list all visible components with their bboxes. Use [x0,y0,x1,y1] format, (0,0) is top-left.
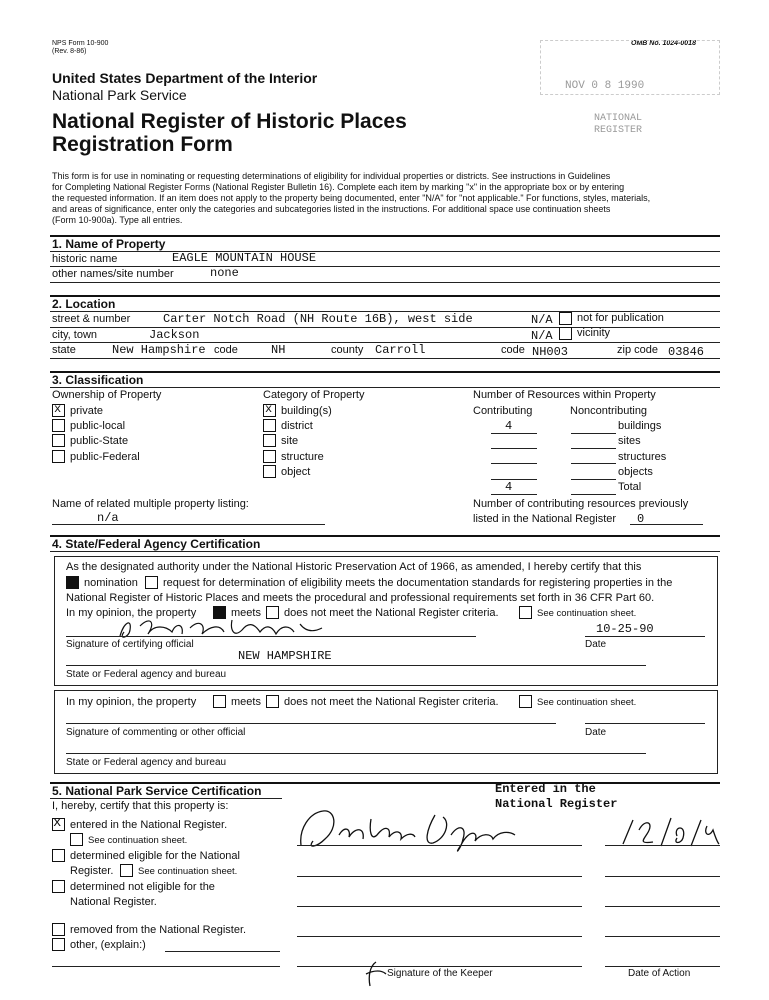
commenting-label: Signature of commenting or other official [66,727,246,738]
not-for-publication-label: not for publication [577,312,664,324]
date-line [605,845,720,846]
state-code-value[interactable]: NH [271,343,286,357]
request-checkbox[interactable] [145,576,158,589]
other-checkbox[interactable] [52,938,65,951]
section4-heading: 4. State/Federal Agency Certification [52,537,261,551]
date-line [605,876,720,877]
divider [50,282,720,283]
entry-line [52,966,280,967]
section2-heading: 2. Location [52,297,116,311]
vicinity-checkbox[interactable] [559,327,572,340]
entry-line [491,448,537,449]
check-mark: x [265,402,273,416]
entry-line [571,479,616,480]
opinion-continuation-label: See continuation sheet. [537,697,637,708]
city-value[interactable]: Jackson [149,328,200,342]
entry-line [491,463,537,464]
continuation-label: See continuation sheet. [537,608,637,619]
ownership-private-checkbox[interactable] [52,404,65,417]
ownership-public-local-checkbox[interactable] [52,419,65,432]
section5-heading: 5. National Park Service Certification [52,784,262,798]
form-title-line2: Registration Form [52,133,233,156]
nomination-checkbox[interactable] [66,576,79,589]
entry-line [571,463,616,464]
divider [50,251,720,252]
noncontributing-label: Noncontributing [570,405,648,417]
signature-line [297,966,582,967]
opinion-does-not-meet-label: does not meet the National Register criteria. [284,696,499,708]
category-building-checkbox[interactable] [263,404,276,417]
category-option: object [281,466,311,478]
section3-heading: 3. Classification [52,373,144,387]
entered-stamp-line2: National Register [495,797,618,811]
eligible-continuation-checkbox[interactable] [120,864,133,877]
divider [50,266,720,267]
related-listing-value[interactable]: n/a [97,511,119,525]
zip-label: zip code [617,344,658,356]
contributing-label: Contributing [473,405,533,417]
category-structure-checkbox[interactable] [263,450,276,463]
ownership-public-state-checkbox[interactable] [52,434,65,447]
contributing-buildings[interactable]: 4 [505,419,513,433]
date-line [585,723,705,724]
eligible-label-1: determined eligible for the National [70,850,240,862]
opinion-meets-checkbox[interactable] [213,695,226,708]
removed-checkbox[interactable] [52,923,65,936]
signature-line [66,723,556,724]
agency-line [66,753,646,754]
action-date-value [634,857,637,858]
ownership-title: Ownership of Property [52,389,162,401]
cert-text-line4: In my opinion, the property [66,607,197,619]
county-value[interactable]: Carroll [375,343,426,357]
stamp-date: NOV 0 8 1990 [565,80,645,92]
entry-line [630,524,703,525]
other-names-label: other names/site number [52,268,174,280]
entry-line [571,494,616,495]
instructions-line1: This form is for use in nominating or requesting determinations of eligibility for individual properties or districts. See instructions in Guidelines [52,171,611,181]
county-label: county [331,344,364,356]
entry-line [571,448,616,449]
street-label: street & number [52,313,131,325]
related-listing-label: Name of related multiple property listing: [52,498,249,510]
nomination-label: nomination [84,577,138,589]
divider [50,371,720,373]
category-option: site [281,435,299,447]
city-na: N/A [531,329,553,343]
divider [50,387,720,388]
keeper-signature [295,805,535,860]
date-line [605,936,720,937]
date-line [605,906,720,907]
signature-line [297,876,582,877]
omb-number: OMB No. 1024-0018 [631,40,696,47]
department-name: United States Department of the Interior [52,70,318,86]
contributing-total[interactable]: 4 [505,480,513,494]
entry-line [165,951,280,952]
category-option: building(s) [281,405,332,417]
category-district-checkbox[interactable] [263,419,276,432]
zip-value[interactable]: 03846 [668,345,705,359]
not-eligible-label-1: determined not eligible for the [70,881,215,893]
entry-line [491,494,537,495]
county-code-value[interactable]: NH003 [532,345,569,359]
certification-date[interactable]: 10-25-90 [596,622,654,636]
signature-line [66,636,476,637]
resources-title: Number of Resources within Property [473,389,656,401]
category-title: Category of Property [263,389,365,401]
action-date-handwritten [615,808,725,853]
date-label: Date [585,639,607,650]
check-mark: x [54,402,62,416]
removed-label: removed from the National Register. [70,924,247,936]
previous-listed-label-2: listed in the National Register [473,513,617,525]
opinion-continuation-checkbox[interactable] [519,695,532,708]
entry-line [491,479,537,480]
entered-label: entered in the National Register. [70,819,228,831]
street-na: N/A [531,313,553,327]
entered-continuation-label: See continuation sheet. [88,835,188,846]
agency-value[interactable]: NEW HAMPSHIRE [238,649,332,663]
category-option: structure [281,451,324,463]
ownership-option: public-State [70,435,129,447]
date-label-2: Date [585,727,607,738]
instructions-line5: (Form 10-900a). Type all entries. [52,215,183,225]
other-names-value[interactable]: none [210,266,239,280]
continuation-checkbox[interactable] [519,606,532,619]
divider [50,358,720,359]
form-title-line1: National Register of Historic Places [52,110,407,133]
signature-label: Signature of certifying official [66,639,194,650]
eligible-checkbox[interactable] [52,849,65,862]
meets-label: meets [231,607,261,619]
other-label: other, (explain:) [70,939,146,951]
section1-heading: 1. Name of Property [52,237,166,251]
divider [50,798,282,799]
action-date-label: Date of Action [628,968,691,979]
state-code-label: code [214,344,238,356]
category-option: district [281,420,313,432]
entered-continuation-checkbox[interactable] [70,833,83,846]
not-eligible-checkbox[interactable] [52,880,65,893]
previous-listed-label-1: Number of contributing resources previously [473,498,689,510]
resource-type: sites [618,435,641,447]
resource-type: Total [618,481,642,493]
entered-stamp-line1: Entered in the [495,782,596,796]
signature-line [297,936,582,937]
ownership-option: public-Federal [70,451,140,463]
resource-type: buildings [618,420,662,432]
stamp-register: REGISTER [594,125,643,136]
certify-text: I, hereby, certify that this property is: [52,800,229,812]
resource-type: structures [618,451,667,463]
eligible-continuation-label: See continuation sheet. [138,866,238,877]
ownership-option: public-local [70,420,126,432]
instructions-line3: the requested information. If an item does not apply to the property being documented, enter "N/A" for "not applicable." For functions, styles, materials, [52,193,651,203]
agency-label: State or Federal agency and bureau [66,669,227,680]
ownership-public-federal-checkbox[interactable] [52,450,65,463]
category-site-checkbox[interactable] [263,434,276,447]
divider [50,551,720,552]
form-id: NPS Form 10-900 [52,40,109,47]
stamp-national: NATIONAL [594,113,643,124]
not-for-publication-checkbox[interactable] [559,312,572,325]
resource-type: objects [618,466,653,478]
county-code-label: code [501,344,525,356]
state-label: state [52,344,76,356]
historic-name-value[interactable]: EAGLE MOUNTAIN HOUSE [172,251,317,265]
not-eligible-label-2: National Register. [70,896,157,908]
opinion-does-not-meet-checkbox[interactable] [266,695,279,708]
ownership-option: private [70,405,104,417]
vicinity-label: vicinity [577,327,611,339]
entry-line [571,433,616,434]
instructions-line2: for Completing National Register Forms (National Register Bulletin 16). Complete each item by marking "x" in the appropriate box or by entering [52,182,625,192]
date-line [605,966,720,967]
keeper-initial-mark [360,958,390,988]
cert-text-line2: request for determination of eligibility meets the documentation standards for registering properties in the [163,577,673,589]
eligible-label-2: Register. [70,865,114,877]
agency-name: National Park Service [52,87,187,103]
divider [50,295,720,297]
category-object-checkbox[interactable] [263,465,276,478]
previous-listed-value[interactable]: 0 [637,512,645,526]
opinion-text: In my opinion, the property [66,696,197,708]
date-line [585,636,705,637]
instructions-line4: and areas of significance, enter only the categories and subcategories listed in the instructions. For additional space use continuation sheets [52,204,611,214]
keeper-label: Signature of the Keeper [387,968,493,979]
check-mark: x [53,815,62,831]
signature-line [297,906,582,907]
cert-text-line1: As the designated authority under the National Historic Preservation Act of 1966, as amended, I hereby certify that this [66,561,642,573]
state-value[interactable]: New Hampshire [112,343,206,357]
historic-name-label: historic name [52,253,118,265]
city-label: city, town [52,329,98,341]
cert-text-line3: National Register of Historic Places and meets the procedural and professional requirements set forth in 36 CFR Part 60. [66,592,655,604]
agency-label-2: State or Federal agency and bureau [66,757,227,768]
entered-checkbox[interactable] [52,815,65,831]
form-revision: (Rev. 8-86) [52,48,87,55]
agency-line [66,665,646,666]
signature-line [297,845,582,846]
entry-line [52,524,325,525]
does-not-meet-label: does not meet the National Register criteria. [284,607,499,619]
street-value[interactable]: Carter Notch Road (NH Route 16B), west side [163,312,473,326]
opinion-meets-label: meets [231,696,261,708]
entry-line [491,433,537,434]
